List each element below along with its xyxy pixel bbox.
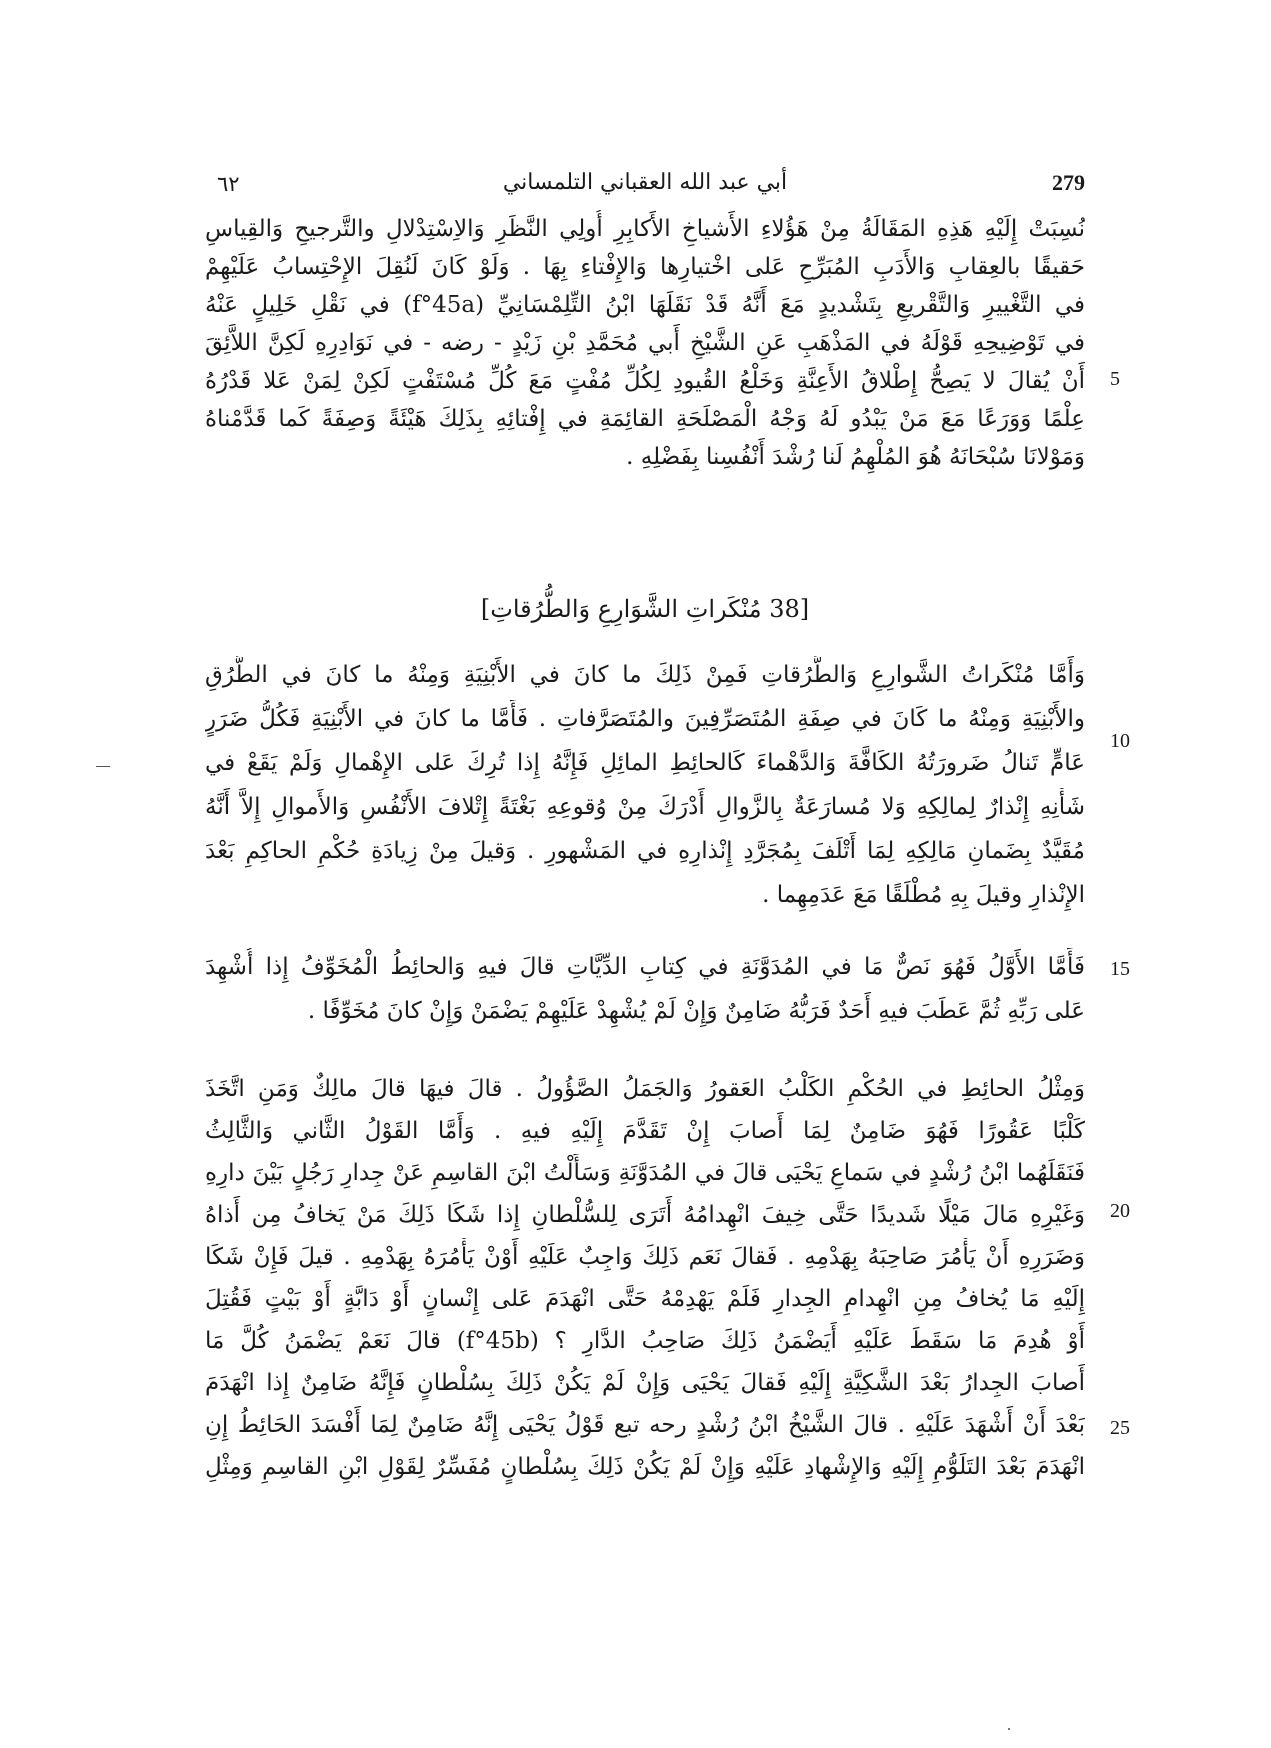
page-number: 279: [1052, 170, 1085, 195]
margin-mark: [96, 766, 110, 767]
text-line: والأَبْنِيَةِ وَمِنْهُ ما كَانَ في صِفَةِ المُتَصَرِّفِينَ والمُتَصَرَّفاتِ . فَأَمَّا ما كانَ في الأَبْنِيَةِ فَكُلُّ ضَرَرٍ: [205, 706, 1085, 732]
text-line: انْهَدَمَ بَعْدَ التَلَوُّمِ إِلَيْهِ وَالإِشْهادِ عَلَيْهِ وَإِنْ لَمْ يَكُنْ ذَلِكَ بِسُلْطانٍ مُفَسِّرٌ لِقَوْلِ ابْنِ القاسِمِ وَمِثْلِ: [205, 1454, 1085, 1480]
text-line: أَنْ يُقالَ لا يَصِحُّ إِطْلاقُ الأَعِنَّةِ وَخَلْعُ القُيودِ لِكُلِّ مُفْتٍ مَعَ كُلِّ مُسْتَفْتٍ لَكِنْ لِمَنْ عَلا قَدْرُهُ: [205, 368, 1085, 394]
text-line: عَلى رَبِّهِ ثُمَّ عَطَبَ فيهِ أَحَدٌ فَرَبُّهُ ضَامِنٌ وَإِنْ لَمْ يُشْهِدْ عَلَيْهِمْ يَضْمَنْ وَإِنْ كانَ مُخَوِّفًا .: [307, 998, 1085, 1024]
page-header: [205, 168, 1085, 208]
text-line: عَامٍّ تَنالُ ضَرورَتُهُ الكَافَّةَ وَالدَّهْماءَ كَالحائِطِ المائِلِ فَإِنَّهُ إِذا تُرِكَ عَلى الإِهْمالِ وَلَمْ يَقَعْ في: [205, 750, 1085, 776]
line-number: 20: [1110, 1200, 1130, 1222]
text-line: وَغَيْرِهِ مَالَ مَيْلًا شَديدًا حَتَّى خِيفَ انْهِدامُهُ أَتَرَى لِلسُّلْطانِ إِذا شَكَا ذَلِكَ مَنْ يَخافُ مِن أَذاهُ: [205, 1202, 1085, 1228]
text-line: إِلَيْهِ مَا يُخافُ مِنِ انْهِدامِ الجِدارِ فَلَمْ يَهْدِمْهُ حَتَّى انْهَدَمَ عَلى إِنْسانٍ أَوْ دَابَّةٍ أَوْ بَيْتٍ فَقُتِلَ: [205, 1286, 1085, 1312]
text-line: في تَوْضِيحِهِ قَوْلَهُ في المَذْهَبِ عَنِ الشَّيْخِ أَبي مُحَمَّدِ بْنِ زَيْدٍ - رضه - في نَوَادِرِهِ لَكِنَّ اللاَّئِقَ: [205, 330, 1085, 356]
section-heading: [38 مُنْكَراتِ الشَّوَارِعِ وَالطُّرُقاتِ]: [480, 595, 810, 623]
arabic-page-number: ٦٢: [217, 172, 240, 196]
text-line: أَصابَ الجِدارُ بَعْدَ الشَّكِيَّةِ إِلَيْهِ فَقالَ يَحْيَى وَإِنْ لَمْ يَكُنْ ذَلِكَ بِسُلْطانٍ فَإِنَّهُ ضَامِنٌ إِذا انْهَدَمَ: [205, 1370, 1085, 1396]
text-line: في التَّغْييرِ وَالتَّقْريعِ بِتَشْديدٍ مَعَ أَنَّهُ قَدْ نَقَلَهَا ابْنُ التِّلِمْسَانِيِّ (f°45a) في نَقْلِ خَلِيلٍ عَنْهُ: [205, 292, 1085, 318]
text-line: فَنَقَلَهُما ابْنُ رُشْدٍ في سَماعِ يَحْيَى قالَ في المُدَوَّنَةِ وَسَأَلْتُ ابْنَ القاسِمِ عَنْ جِدارِ رَجُلٍ بَيْنَ دارِهِ: [205, 1160, 1085, 1186]
text-line: كَلْبًا عَقُورًا فَهُوَ ضَامِنٌ لِمَا أَصابَ إِنْ تَقَدَّمَ إِلَيْهِ فيهِ . وَأَمَّا القَوْلُ الثَّاني وَالثَّالِثُ: [205, 1118, 1085, 1144]
text-line: الإِنْذارِ وقيلَ بِهِ مُطْلَقًا مَعَ عَدَمِهِما .: [762, 882, 1085, 908]
text-line: وَمَوْلانَا سُبْحَانَهُ هُوَ المُلْهِمُ لَنا رُشْدَ أَنْفُسِنا بِفَضْلِهِ .: [626, 444, 1085, 470]
text-line: عِلْمًا وَوَرَعًا مَعَ مَنْ يَبْدُو لَهُ وَجْهُ الْمَصْلَحَةِ القائِمَةِ في إِفْتائِهِ بِذَلِكَ هَيْئَةً وَصِفَةً كَما قَدَّمْناهُ: [205, 406, 1085, 432]
line-number: 15: [1110, 958, 1130, 980]
scan-speck: [1008, 1728, 1010, 1730]
text-line: نُسِبَتْ إِلَيْهِ هَذِهِ المَقَالَةُ مِنْ هَؤُلاءِ الأَشياخِ الأَكابِرِ أُولِي النَّظَرِ وَالاِسْتِدْلالِ والتَّرجيحِ وَالقِياسِ: [205, 216, 1085, 242]
line-number: 10: [1110, 730, 1130, 752]
text-line: بَعْدَ أَنْ أَشْهَدَ عَلَيْهِ . قالَ الشَّيْخُ ابْنُ رُشْدٍ رحه تبع قَوْلُ يَحْيَى إِنَّهُ ضَامِنٌ لِمَا أَفْسَدَ الحَائِطُ إِنِ: [205, 1412, 1085, 1438]
text-line: أَوْ هُدِمَ مَا سَقَطَ عَلَيْهِ أَيَضْمَنُ ذَلِكَ صَاحِبُ الدَّارِ ؟ (f°45b) قالَ نَعَمْ يَضْمَنُ كُلَّ مَا: [205, 1328, 1085, 1354]
text-line: وَضَرَرِهِ أَنْ يَأْمُرَ صَاحِبَهُ بِهَدْمِهِ . فَقالَ نَعَم ذَلِكَ وَاجِبٌ عَلَيْهِ أَوْنْ يَأْمُرَهُ بِهَدْمِهِ . قيلَ فَإِنْ شَكَا: [205, 1244, 1085, 1270]
running-title: أبي عبد الله العقباني التلمساني: [502, 170, 788, 195]
line-number: 25: [1110, 1417, 1130, 1439]
text-line: وَمِثْلُ الحائِطِ في الحُكْمِ الكَلْبُ العَقورُ وَالجَمَلُ الصَّؤُولُ . قالَ فيهَا قالَ مالِكٌ وَمَنِ اتَّخَذَ: [205, 1076, 1085, 1102]
text-line: حَقيقًا بالعِقابِ وَالأَدَبِ المُبَرِّحِ عَلى اخْتيارِها وَالإِفْتاءِ بِهَا . وَلَوْ كَانَ لَنُقِلَ الإِحْتِسابُ عَلَيْهِمْ: [205, 254, 1085, 280]
text-line: فَأَمَّا الأَوَّلُ فَهُوَ نَصٌّ مَا في المُدَوَّنَةِ في كِتابِ الدِّيَّاتِ قالَ فيهِ وَالحائِطُ الْمُخَوِّفُ إِذا أُشْهِدَ: [205, 954, 1085, 980]
line-number: 5: [1110, 368, 1120, 390]
text-line: وَأَمَّا مُنْكَراتُ الشَّوارِعِ وَالطُّرُقاتِ فَمِنْ ذَلِكَ ما كانَ في الأَبْنِيَةِ وَمِنْهُ ما كانَ في الطُّرُقِ: [205, 662, 1085, 688]
text-line: شَأْنِهِ إِنْذارٌ لِمالِكِهِ وَلا مُسارَعَةٌ بِالزَّوالِ أَدْرَكَ مِنْ وُقوعِهِ بَغْتَةً إِتْلافَ الأَنْفُسِ وَالأَموالِ إِلاَّ أَنَّهُ: [205, 794, 1085, 820]
text-line: مُقَيَّدٌ بِضَمانِ مَالِكِهِ لِمَا أَتْلَفَ بِمُجَرَّدِ إِنْذارِهِ في المَشْهورِ . وَقيلَ مِنْ زِيادَةِ حُكْمِ الحاكِمِ بَعْدَ: [205, 838, 1085, 864]
